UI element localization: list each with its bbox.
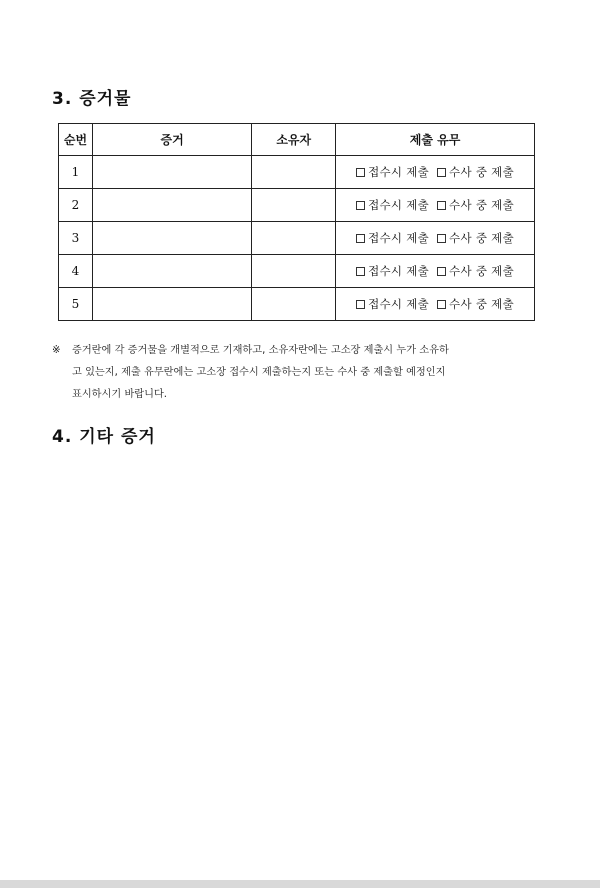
table-row bbox=[59, 222, 535, 255]
submission-options bbox=[354, 297, 516, 311]
table-row bbox=[59, 189, 535, 222]
owner-cell[interactable] bbox=[252, 189, 336, 222]
evidence-cell[interactable] bbox=[92, 156, 251, 189]
checkbox-during-investigation[interactable] bbox=[437, 198, 514, 212]
evidence-table bbox=[58, 123, 535, 321]
checkbox-icon bbox=[356, 300, 365, 309]
checkbox-at-filing[interactable] bbox=[356, 264, 429, 278]
checkbox-at-filing[interactable] bbox=[356, 231, 429, 245]
submission-cell bbox=[336, 156, 535, 189]
submission-cell bbox=[336, 288, 535, 321]
submission-options bbox=[354, 231, 516, 245]
submission-options bbox=[354, 198, 516, 212]
checkbox-icon bbox=[437, 300, 446, 309]
note-line: 증거란에 각 증거물을 개별적으로 기재하고, 소유자란에는 고소장 제출시 누가 소유하 bbox=[72, 345, 449, 356]
owner-cell[interactable] bbox=[252, 288, 336, 321]
evidence-cell[interactable] bbox=[92, 222, 251, 255]
checkbox-at-filing[interactable] bbox=[356, 165, 429, 179]
table-row bbox=[59, 255, 535, 288]
checkbox-at-filing[interactable] bbox=[356, 198, 429, 212]
note-line: 고 있는지, 제출 유무란에는 고소장 접수시 제출하는지 또는 수사 중 제출할 예정인지 bbox=[72, 367, 446, 378]
checkbox-during-investigation[interactable] bbox=[437, 297, 514, 311]
checkbox-icon bbox=[356, 168, 365, 177]
header-owner: 소유자 bbox=[252, 124, 336, 156]
row-number: 1 bbox=[59, 156, 93, 189]
option-label: 수사 중 제출 bbox=[449, 231, 515, 245]
evidence-cell[interactable] bbox=[92, 189, 251, 222]
option-label: 수사 중 제출 bbox=[449, 297, 515, 311]
row-number: 5 bbox=[59, 288, 93, 321]
owner-cell[interactable] bbox=[252, 156, 336, 189]
checkbox-icon bbox=[356, 267, 365, 276]
row-number: 4 bbox=[59, 255, 93, 288]
header-submission: 제출 유무 bbox=[336, 124, 535, 156]
owner-cell[interactable] bbox=[252, 255, 336, 288]
checkbox-at-filing[interactable] bbox=[356, 297, 429, 311]
option-label: 접수시 제출 bbox=[368, 198, 430, 212]
section-3-title: 3. 증거물 bbox=[52, 89, 132, 109]
checkbox-icon bbox=[437, 168, 446, 177]
checkbox-icon bbox=[356, 201, 365, 210]
submission-cell bbox=[336, 189, 535, 222]
checkbox-during-investigation[interactable] bbox=[437, 165, 514, 179]
instruction-note bbox=[52, 340, 538, 406]
row-number: 2 bbox=[59, 189, 93, 222]
submission-cell bbox=[336, 222, 535, 255]
table-row bbox=[59, 288, 535, 321]
table-row bbox=[59, 156, 535, 189]
submission-options bbox=[354, 264, 516, 278]
checkbox-icon bbox=[356, 234, 365, 243]
reference-mark: ※ bbox=[52, 345, 61, 356]
section-4-title: 4. 기타 증거 bbox=[52, 427, 156, 447]
option-label: 접수시 제출 bbox=[368, 231, 430, 245]
page-bottom-edge bbox=[0, 880, 600, 888]
option-label: 접수시 제출 bbox=[368, 165, 430, 179]
checkbox-during-investigation[interactable] bbox=[437, 264, 514, 278]
option-label: 수사 중 제출 bbox=[449, 264, 515, 278]
checkbox-icon bbox=[437, 234, 446, 243]
table-header-row bbox=[59, 124, 535, 156]
header-evidence: 증거 bbox=[92, 124, 251, 156]
checkbox-during-investigation[interactable] bbox=[437, 231, 514, 245]
checkbox-icon bbox=[437, 267, 446, 276]
submission-options bbox=[354, 165, 516, 179]
option-label: 수사 중 제출 bbox=[449, 198, 515, 212]
owner-cell[interactable] bbox=[252, 222, 336, 255]
submission-cell bbox=[336, 255, 535, 288]
option-label: 수사 중 제출 bbox=[449, 165, 515, 179]
checkbox-icon bbox=[437, 201, 446, 210]
note-line: 표시하시기 바랍니다. bbox=[72, 389, 168, 400]
evidence-cell[interactable] bbox=[92, 288, 251, 321]
option-label: 접수시 제출 bbox=[368, 297, 430, 311]
option-label: 접수시 제출 bbox=[368, 264, 430, 278]
header-no: 순번 bbox=[59, 124, 93, 156]
evidence-cell[interactable] bbox=[92, 255, 251, 288]
row-number: 3 bbox=[59, 222, 93, 255]
